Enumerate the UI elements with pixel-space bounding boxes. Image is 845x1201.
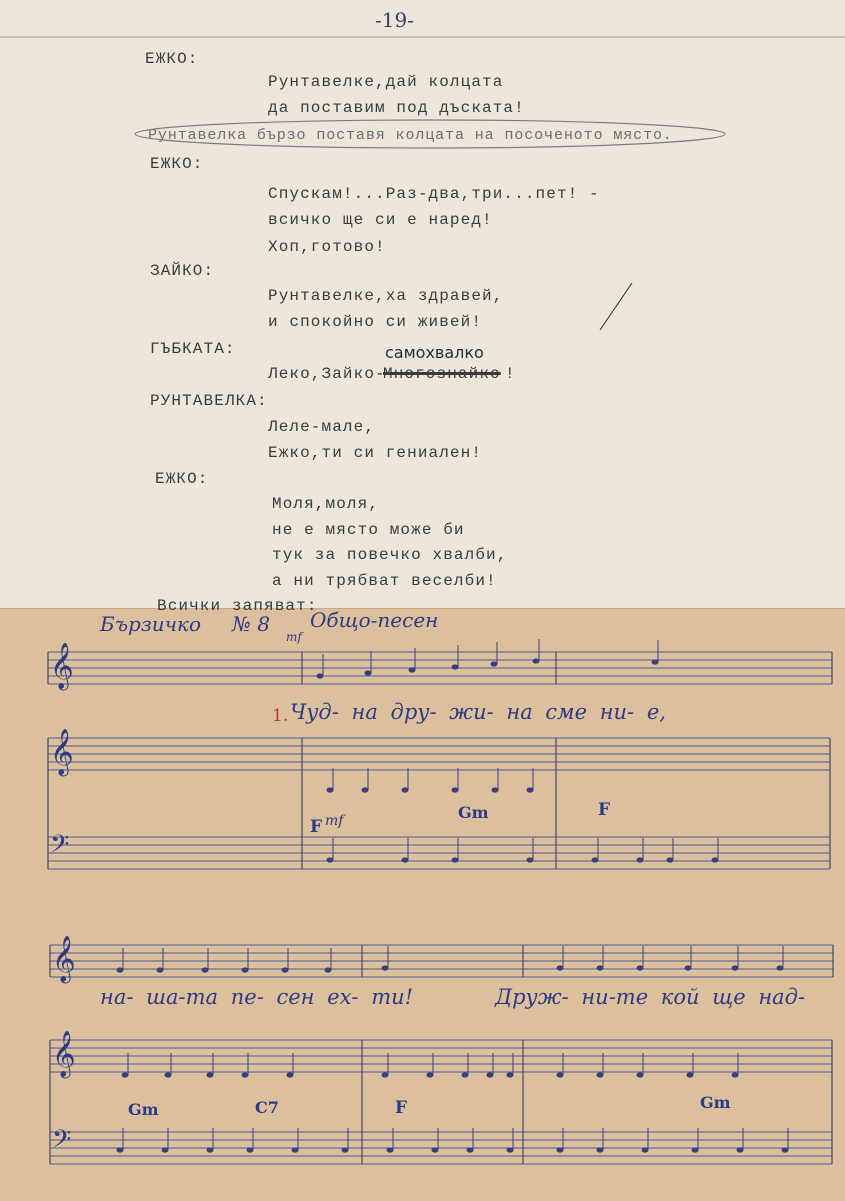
note-head	[687, 1072, 694, 1077]
note-head	[737, 1147, 744, 1152]
note-head	[491, 661, 498, 666]
note-head	[402, 857, 409, 862]
song-number: № 8	[232, 612, 271, 636]
note-head	[122, 1072, 129, 1077]
note-head	[507, 1072, 514, 1077]
note-head	[247, 1147, 254, 1152]
note-head	[327, 857, 334, 862]
lyrics-line-3: Друж- ни-те кой ще над-	[495, 985, 806, 1009]
note-head	[652, 659, 659, 664]
bass-clef-1: 𝄢	[50, 830, 70, 865]
note-head	[365, 670, 372, 675]
note-head	[467, 1147, 474, 1152]
note-head	[242, 967, 249, 972]
script-line-s16: Ежко,ти си гениален!	[268, 444, 483, 462]
chord-symbol: F	[310, 817, 323, 837]
script-line-s6: Спускам!...Раз-два,три...пет! -	[268, 185, 600, 203]
note-head	[342, 1147, 349, 1152]
note-head	[117, 1147, 124, 1152]
chord-symbol: Gm	[700, 1093, 731, 1112]
note-head	[382, 1072, 389, 1077]
script-line-s14: РУНТАВЕЛКА:	[150, 392, 268, 410]
note-head	[557, 965, 564, 970]
note-head	[207, 1147, 214, 1152]
script-line-s15: Леле-мале,	[268, 418, 376, 436]
note-head	[692, 1147, 699, 1152]
note-head	[507, 1147, 514, 1152]
note-head	[327, 787, 334, 792]
struck-word: Многознайко	[383, 365, 501, 383]
script-line-s11: и спокойно си живей!	[268, 313, 483, 331]
note-head	[382, 965, 389, 970]
script-line-s8: Хоп,готово!	[268, 238, 386, 256]
note-head	[242, 1072, 249, 1077]
chord-symbol: F	[598, 800, 611, 820]
song-title: Общо-песен	[310, 608, 439, 632]
correction-punctuation: !	[505, 365, 516, 383]
note-head	[157, 967, 164, 972]
note-head	[732, 965, 739, 970]
script-line-s10: Рунтавелке,ха здравей,	[268, 287, 504, 305]
script-line-s21: а ни трябват веселби!	[272, 572, 497, 590]
script-line-s3: да поставим под дъската!	[268, 99, 525, 117]
note-head	[202, 967, 209, 972]
note-head	[452, 857, 459, 862]
note-head	[292, 1147, 299, 1152]
script-line-s1: ЕЖКО:	[145, 50, 199, 68]
note-head	[777, 965, 784, 970]
note-head	[325, 967, 332, 972]
note-head	[597, 965, 604, 970]
note-head	[387, 1147, 394, 1152]
note-head	[557, 1072, 564, 1077]
note-head	[402, 787, 409, 792]
tempo-marking: Бързичко	[100, 612, 202, 636]
note-head	[557, 1147, 564, 1152]
note-head	[165, 1072, 172, 1077]
note-head	[782, 1147, 789, 1152]
script-line-s9: ЗАЙКО:	[150, 262, 215, 280]
note-head	[207, 1072, 214, 1077]
note-head	[452, 787, 459, 792]
note-head	[637, 965, 644, 970]
note-head	[117, 967, 124, 972]
note-head	[637, 1072, 644, 1077]
script-line-s20: тук за повечко хвалби,	[272, 546, 508, 564]
note-head	[409, 667, 416, 672]
script-line-s22: Всички запяват:	[157, 597, 318, 615]
script-line-s17: ЕЖКО:	[155, 470, 209, 488]
chord-symbol: Gm	[458, 803, 489, 822]
script-line-s12: ГЪБКАТА:	[150, 340, 236, 358]
note-head	[667, 857, 674, 862]
note-head	[712, 857, 719, 862]
note-head	[282, 967, 289, 972]
note-head	[427, 1072, 434, 1077]
dynamic-marking: mf	[286, 630, 302, 644]
chord-symbol: Gm	[128, 1100, 159, 1119]
note-head	[432, 1147, 439, 1152]
script-line-s7: всичко ще си е наред!	[268, 211, 493, 229]
note-head	[287, 1072, 294, 1077]
chord-symbol: F	[395, 1098, 408, 1118]
script-line-s2: Рунтавелке,дай колцата	[268, 73, 504, 91]
page-number: -19-	[375, 8, 414, 32]
note-head	[642, 1147, 649, 1152]
treble-clef-2: 𝄞	[50, 729, 74, 775]
verse-number: 1.	[272, 706, 289, 726]
note-head	[527, 857, 534, 862]
note-head	[592, 857, 599, 862]
script-line-s18: Моля,моля,	[272, 495, 380, 513]
lyrics-line-2: на- ша-та пе- сен ех- ти!	[100, 985, 414, 1009]
treble-clef-3: 𝄞	[52, 936, 76, 982]
script-line-s4: Рунтавелка бързо поставя колцата на посоченото място.	[148, 127, 673, 144]
note-head	[452, 664, 459, 669]
note-head	[162, 1147, 169, 1152]
note-head	[492, 787, 499, 792]
treble-clef-4: 𝄞	[52, 1031, 76, 1077]
note-head	[637, 857, 644, 862]
note-head	[527, 787, 534, 792]
note-head	[597, 1072, 604, 1077]
handwritten-correction: самохвалко	[385, 343, 484, 362]
treble-clef-1: 𝄞	[50, 643, 74, 689]
note-head	[597, 1147, 604, 1152]
note-head	[533, 658, 540, 663]
script-line-s13: Леко,Зайко-	[268, 365, 386, 383]
note-head	[317, 673, 324, 678]
script-line-s5: ЕЖКО:	[150, 155, 204, 173]
chord-symbol: C7	[255, 1098, 279, 1117]
bass-clef-2: 𝄢	[52, 1125, 72, 1160]
note-head	[362, 787, 369, 792]
chord-symbol: mf	[325, 813, 344, 829]
note-head	[685, 965, 692, 970]
note-head	[462, 1072, 469, 1077]
lyrics-line-1: Чуд- на дру- жи- на сме ни- е,	[290, 700, 666, 724]
script-line-s19: не е място може би	[272, 521, 465, 539]
note-head	[487, 1072, 494, 1077]
note-head	[732, 1072, 739, 1077]
